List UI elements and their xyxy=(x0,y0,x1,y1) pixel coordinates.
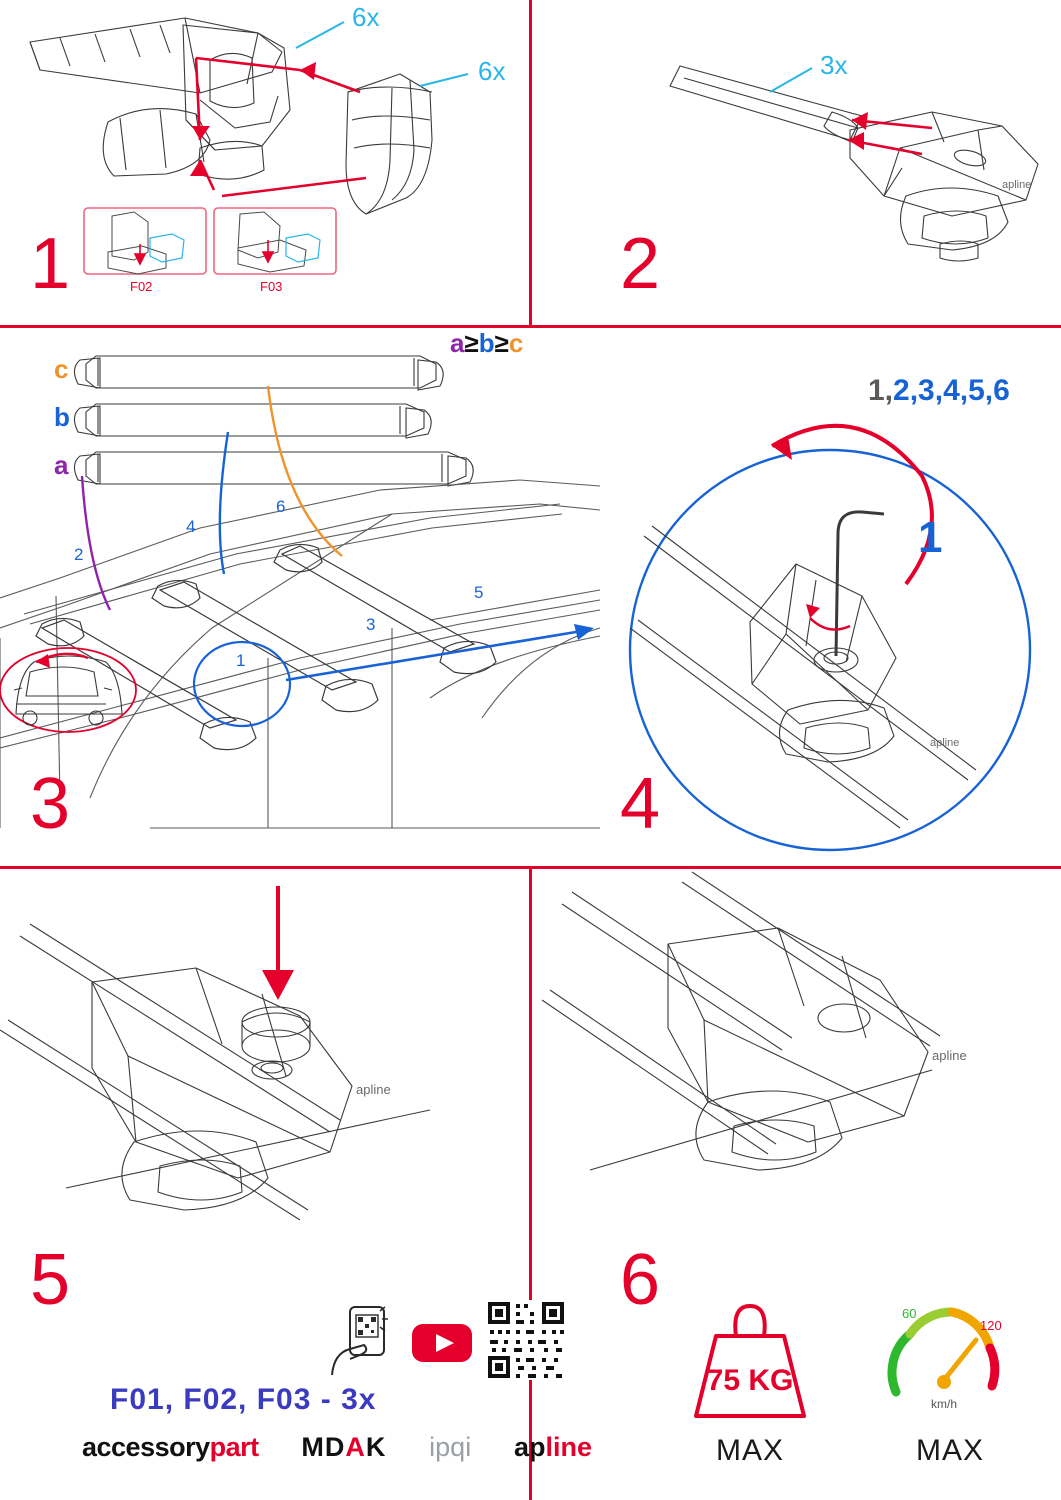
step-2-illustration xyxy=(532,0,1061,325)
step-1-illustration xyxy=(0,0,529,325)
step-5-panel xyxy=(0,870,529,1320)
step-number-3: 3 xyxy=(30,764,71,844)
logo-apline: apline xyxy=(513,1432,592,1462)
brand-mark-step4: apline xyxy=(930,737,960,749)
bar-number-2: 2 xyxy=(74,545,84,564)
torque-step-1: 1 xyxy=(918,513,943,562)
brand-mark-step6: apline xyxy=(932,1048,967,1063)
size-label-b: b xyxy=(54,402,70,432)
step-number-2: 2 xyxy=(620,224,661,304)
speedometer-icon xyxy=(880,1296,1010,1422)
speed-max-label: MAX xyxy=(916,1434,985,1467)
step-4-panel xyxy=(600,328,1061,866)
callout-6x-right: 6x xyxy=(478,56,506,86)
logo-ipqi: ipqi xyxy=(429,1432,472,1462)
phone-scan-icon xyxy=(330,1305,388,1377)
bar-number-6: 6 xyxy=(276,497,286,516)
youtube-icon[interactable] xyxy=(412,1322,472,1364)
weight-max-label: MAX xyxy=(716,1434,785,1467)
logo-mdak: MDAK xyxy=(301,1432,387,1462)
weight-icon xyxy=(690,1300,810,1422)
step-2-panel xyxy=(532,0,1061,325)
tighten-sequence: 1,2,3,4,5,6 xyxy=(868,374,1010,407)
speed-tick-120: 120 xyxy=(980,1318,1002,1333)
part-label-f03: F03 xyxy=(260,279,283,294)
step-4-illustration xyxy=(600,328,1061,866)
step-number-6: 6 xyxy=(620,1240,661,1320)
step-3-panel xyxy=(0,328,600,866)
callout-3x: 3x xyxy=(820,50,848,80)
parts-note: F01, F02, F03 - 3x xyxy=(110,1383,377,1416)
bar-number-1: 1 xyxy=(236,651,246,670)
speed-tick-60: 60 xyxy=(902,1306,917,1321)
speed-unit: km/h xyxy=(930,1397,958,1411)
step-5-illustration xyxy=(0,870,529,1270)
bar-number-5: 5 xyxy=(474,583,484,602)
size-label-c: c xyxy=(54,354,69,384)
callout-6x-top: 6x xyxy=(352,2,380,32)
bar-number-4: 4 xyxy=(186,517,196,536)
step-6-illustration xyxy=(532,870,1061,1270)
brand-logos-row xyxy=(82,1432,592,1463)
weight-value: 75 KG xyxy=(706,1364,794,1397)
part-label-f02: F02 xyxy=(130,279,153,294)
step-1-panel xyxy=(0,0,529,325)
brand-mark-step5: apline xyxy=(356,1082,391,1097)
step-number-4: 4 xyxy=(620,764,661,844)
logo-accessorypart: accessorypart xyxy=(82,1432,259,1462)
size-relation: a≥b≥c xyxy=(450,328,524,358)
step-3-illustration xyxy=(0,328,600,866)
step-number-1: 1 xyxy=(30,224,71,304)
bar-number-3: 3 xyxy=(366,615,376,634)
qr-code-icon[interactable] xyxy=(486,1300,566,1380)
step-number-5: 5 xyxy=(30,1240,71,1320)
size-label-a: a xyxy=(54,450,69,480)
brand-mark-step2: apline xyxy=(1002,179,1032,191)
